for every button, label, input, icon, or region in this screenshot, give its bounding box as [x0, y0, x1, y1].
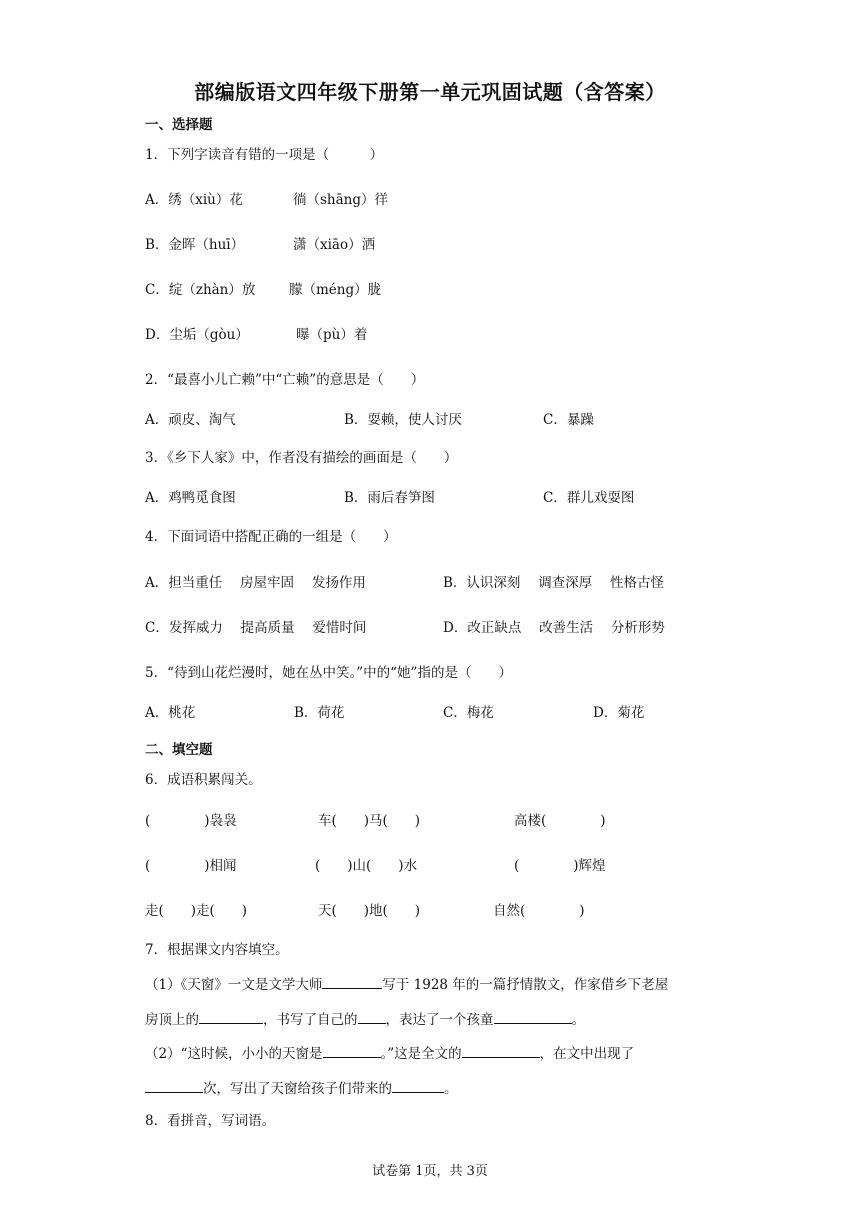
section-heading-fill: 二、填空题 — [145, 742, 213, 758]
idiom-blank: 高楼( ) — [514, 813, 606, 829]
q1-option-b-word2: 潇（xiāo）洒 — [293, 237, 376, 253]
question-6-stem: 6．成语积累闯关。 — [145, 772, 262, 788]
q7-part1-line1 — [145, 975, 668, 994]
text: 。”这是全文的 — [380, 1046, 462, 1062]
q4-option-b: B．认识深刻 调查深厚 性格古怪 — [443, 575, 665, 591]
text: 次，写出了天窗给孩子们带来的 — [203, 1081, 392, 1097]
text: 。 — [444, 1081, 458, 1097]
question-8-stem: 8．看拼音，写词语。 — [145, 1113, 276, 1129]
q4-option-a: A．担当重任 房屋牢固 发扬作用 — [145, 575, 366, 591]
q7-part1-line2 — [145, 1010, 585, 1029]
q1-option-a: A．绣（xiù）花 — [145, 192, 243, 208]
idiom-blank: 天( )地( ) — [318, 903, 421, 919]
answer-blank — [199, 1010, 263, 1024]
text: （1）《天窗》一文是文学大师 — [145, 977, 323, 993]
q3-option-c: C．群儿戏耍图 — [543, 490, 635, 506]
q3-option-a: A．鸡鸭觅食图 — [145, 490, 236, 506]
answer-blank — [358, 1010, 386, 1024]
question-1-stem: 1．下列字读音有错的一项是（ ） — [145, 147, 384, 163]
q5-option-a: A．桃花 — [145, 705, 196, 721]
text: ，在文中出现了 — [539, 1046, 635, 1062]
idiom-blank: ( )辉煌 — [514, 858, 606, 874]
q7-part2-line2 — [145, 1079, 458, 1098]
text: ，书写了自己的 — [263, 1012, 358, 1028]
q5-option-b: B．荷花 — [294, 705, 345, 721]
q1-option-d-word2: 曝（pù）着 — [296, 327, 368, 343]
q7-part2-line1 — [145, 1044, 634, 1063]
q2-option-b: B．耍赖，使人讨厌 — [344, 412, 462, 428]
q2-option-c: C．暴躁 — [543, 412, 594, 428]
idiom-blank: ( )袅袅 — [145, 813, 237, 829]
answer-blank — [462, 1044, 540, 1058]
q4-option-c: C．发挥威力 提高质量 爱惜时间 — [145, 620, 367, 636]
idiom-blank: ( )相闻 — [145, 858, 237, 874]
page-footer: 试卷第 1页，共 3页 — [372, 1164, 488, 1179]
answer-blank — [494, 1010, 572, 1024]
text: ，表达了一个孩童 — [385, 1012, 494, 1028]
idiom-blank: 走( )走( ) — [145, 903, 248, 919]
q4-option-d: D．改正缺点 改善生活 分析形势 — [443, 620, 665, 636]
text: 。 — [571, 1012, 585, 1028]
q1-option-d: D．尘垢（gòu） — [145, 327, 249, 343]
q5-option-d: D．菊花 — [593, 705, 645, 721]
text: （2）“这时候，小小的天窗是 — [145, 1046, 323, 1062]
idiom-blank: 车( )马( ) — [318, 813, 421, 829]
q5-option-c: C．梅花 — [443, 705, 494, 721]
question-3-stem: 3．《乡下人家》中，作者没有描绘的画面是（ ） — [145, 450, 458, 466]
q1-option-b: B．金晖（huī） — [145, 237, 245, 253]
answer-blank — [145, 1079, 203, 1093]
question-7-stem: 7．根据课文内容填空。 — [145, 942, 289, 958]
question-2-stem: 2．“最喜小儿亡赖”中“亡赖”的意思是（ ） — [145, 372, 425, 388]
section-heading-choice: 一、选择题 — [145, 117, 213, 133]
page-title: 部编版语文四年级下册第一单元巩固试题（含答案） — [194, 80, 666, 104]
text: 写于 1928 年的一篇抒情散文，作家借乡下老屋 — [382, 977, 669, 993]
question-5-stem: 5．“待到山花烂漫时，她在丛中笑。”中的“她”指的是（ ） — [145, 665, 512, 681]
idiom-blank: 自然( ) — [493, 903, 585, 919]
idiom-blank: ( )山( )水 — [315, 858, 418, 874]
answer-blank — [392, 1079, 444, 1093]
q1-option-c-word2: 朦（méng）胧 — [289, 282, 382, 298]
question-4-stem: 4．下面词语中搭配正确的一组是（ ） — [145, 529, 397, 545]
q2-option-a: A．顽皮、淘气 — [145, 412, 236, 428]
answer-blank — [323, 1044, 381, 1058]
text: 房顶上的 — [145, 1012, 199, 1028]
answer-blank — [322, 975, 382, 989]
q3-option-b: B．雨后春笋图 — [344, 490, 435, 506]
q1-option-a-word2: 徜（shāng）徉 — [293, 192, 389, 208]
q1-option-c: C．绽（zhàn）放 — [145, 282, 256, 298]
